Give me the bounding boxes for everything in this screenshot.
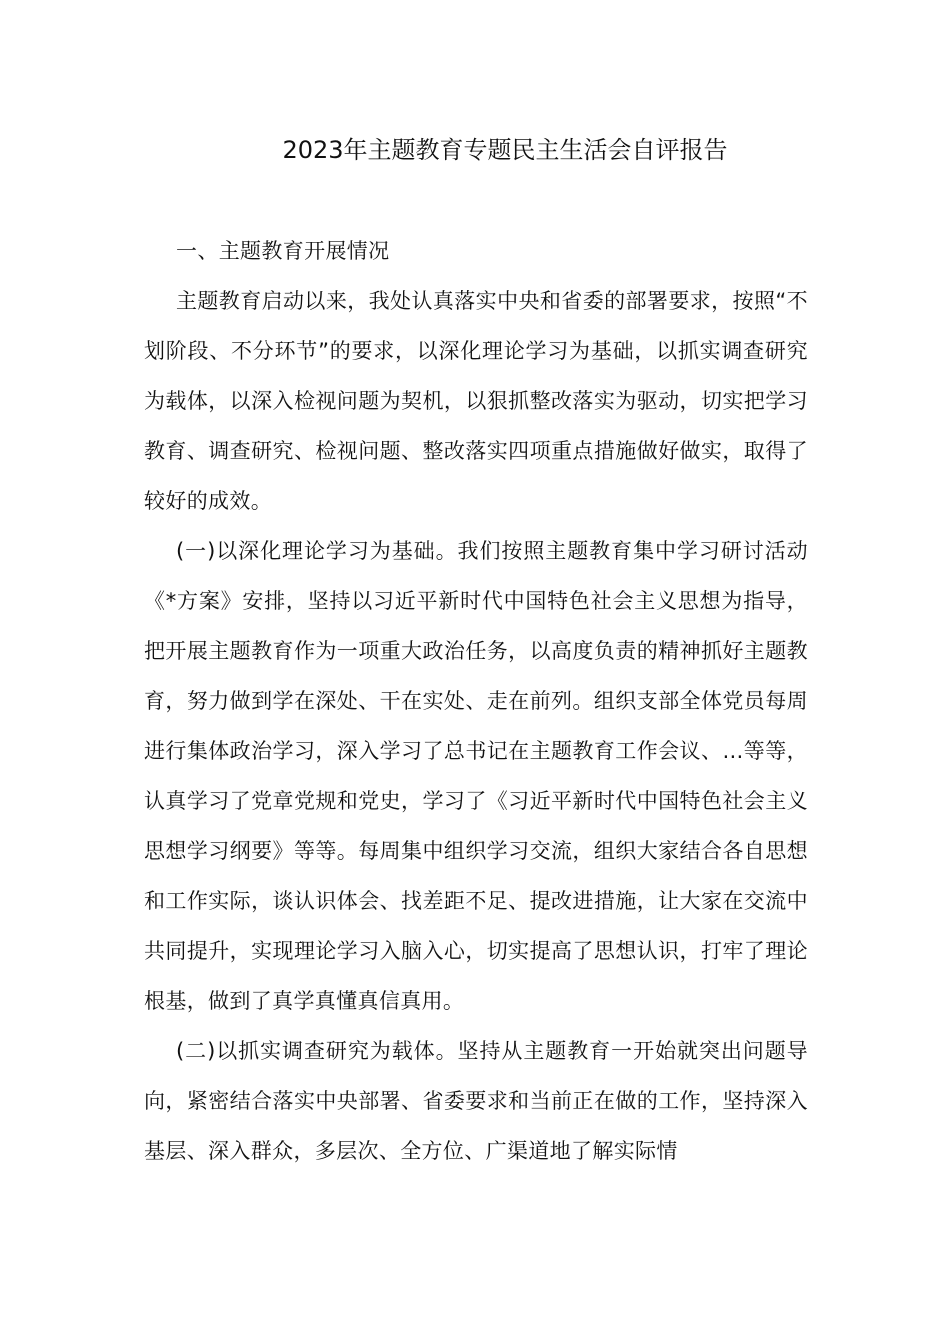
document-body [144,226,808,1176]
section-heading: 一、主题教育开展情况 [176,239,390,263]
paragraph-theory-study: (一)以深化理论学习为基础。我们按照主题教育集中学习研讨活动《*方案》安排，坚持以习近平新时代中国特色社会主义思想为指导，把开展主题教育作为一项重大政治任务，以高度负责的精神抓好主题教育，努力做到学在深处、干在实处、走在前列。组织支部全体党员每周进行集体政治学习，深入学习了总书记在主题教育工作会议、…等等，认真学习了党章党规和党史，学习了《习近平新时代中国特色社会主义思想学习纲要》等等。每周集中组织学习交流，组织大家结合各自思想和工作实际，谈认识体会、找差距不足、提改进措施，让大家在交流中共同提升，实现理论学习入脑入心，切实提高了思想认识，打牢了理论根基，做到了真学真懂真信真用。 [144,539,808,1013]
document-title: 2023年主题教育专题民主生活会自评报告 [282,136,728,164]
paragraph-research: (二)以抓实调查研究为载体。坚持从主题教育一开始就突出问题导向，紧密结合落实中央部署、省委要求和当前正在做的工作，坚持深入基层、深入群众，多层次、全方位、广渠道地了解实际情 [144,1039,808,1163]
paragraph-intro: 主题教育启动以来，我处认真落实中央和省委的部署要求，按照“不划阶段、不分环节”的要求，以深化理论学习为基础，以抓实调查研究为载体，以深入检视问题为契机，以狠抓整改落实为驱动，切实把学习教育、调查研究、检视问题、整改落实四项重点措施做好做实，取得了较好的成效。 [144,289,808,513]
